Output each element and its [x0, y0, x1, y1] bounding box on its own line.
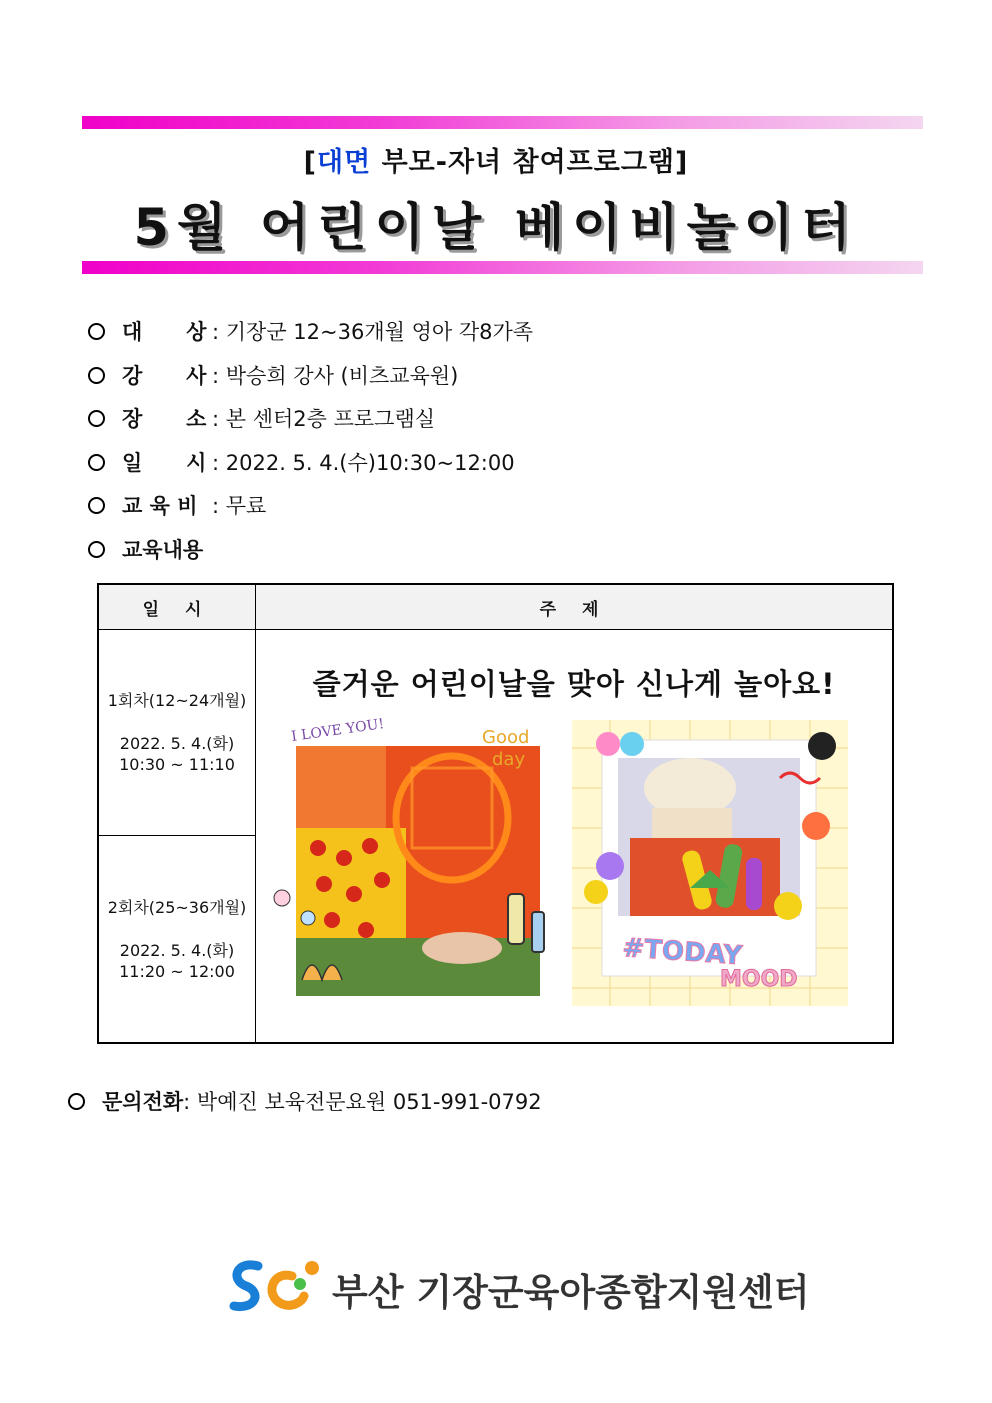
sticker-love: I LOVE YOU!: [290, 716, 386, 745]
sticker-mood: MOOD: [720, 967, 798, 992]
bottom-divider-bar: [82, 261, 923, 274]
info-value: : 본 센터2층 프로그램실: [212, 407, 436, 431]
subtitle-rest: 부모-자녀 참여프로그램]: [371, 147, 689, 178]
info-label: 대 상: [122, 320, 207, 344]
session-time: 10:30 ~ 11:10: [119, 755, 235, 775]
info-row-instructor: [88, 360, 458, 390]
center-logo-icon: [228, 1256, 324, 1316]
contact-value: : 박예진 보육전문요원 051-991-0792: [183, 1090, 542, 1114]
sticker-today: #TODAY: [621, 933, 743, 972]
session-round: 1회차(12~24개월): [107, 691, 247, 711]
circle-bullet-icon: [88, 323, 105, 340]
page-title: 5월 어린이날 베이비놀이터: [133, 199, 859, 258]
contact-label: 문의전화: [102, 1090, 184, 1114]
circle-bullet-icon: [88, 454, 105, 471]
photo-collage-2: [570, 718, 850, 1008]
circle-bullet-icon: [88, 410, 105, 427]
sticker-day: day: [492, 749, 526, 770]
info-row-fee: [88, 490, 266, 520]
session-date: 2022. 5. 4.(화): [119, 940, 235, 960]
top-divider-bar: [82, 116, 923, 129]
contact-row: [68, 1086, 542, 1116]
session-cell-2: [98, 836, 256, 1043]
info-row-location: [88, 403, 435, 433]
info-label: 교육내용: [122, 538, 204, 562]
program-subtitle: [0, 140, 992, 179]
session-time: 11:20 ~ 12:00: [119, 961, 235, 981]
info-value: : 2022. 5. 4.(수)10:30~12:00: [212, 451, 515, 475]
header-datetime: 일 시: [98, 584, 256, 630]
topic-headline: 즐거운 어린이날을 맞아 신나게 놀아요!: [312, 667, 836, 701]
schedule-table: [97, 583, 894, 1044]
info-value: : 무료: [212, 494, 267, 518]
circle-bullet-icon: [88, 367, 105, 384]
session-round: 2회차(25~36개월): [107, 897, 247, 917]
session-cell-1: [98, 630, 256, 836]
table-row: [98, 630, 893, 836]
circle-bullet-icon: [88, 497, 105, 514]
topic-cell: [256, 630, 894, 1044]
subtitle-highlight: 대면: [317, 147, 372, 178]
info-label: 교 육 비: [122, 494, 198, 518]
circle-bullet-icon: [68, 1093, 85, 1110]
sticker-good: Good: [482, 727, 530, 748]
info-row-content: [88, 534, 203, 564]
header-topic: 주 제: [256, 584, 894, 630]
info-row-target: [88, 316, 533, 346]
table-header-row: [98, 584, 893, 630]
center-name: 부산 기장군육아종합지원센터: [332, 1271, 810, 1314]
info-value: : 기장군 12~36개월 영아 각8가족: [212, 320, 534, 344]
circle-bullet-icon: [88, 541, 105, 558]
info-label: 일 시: [122, 451, 207, 475]
info-row-datetime: [88, 447, 515, 477]
photo-collage-1: [262, 708, 548, 1004]
session-date: 2022. 5. 4.(화): [119, 734, 235, 754]
info-value: : 박승희 강사 (비츠교육원): [212, 364, 459, 388]
info-label: 장 소: [122, 407, 207, 431]
info-label: 강 사: [122, 364, 207, 388]
subtitle-bracket: [: [303, 147, 317, 178]
